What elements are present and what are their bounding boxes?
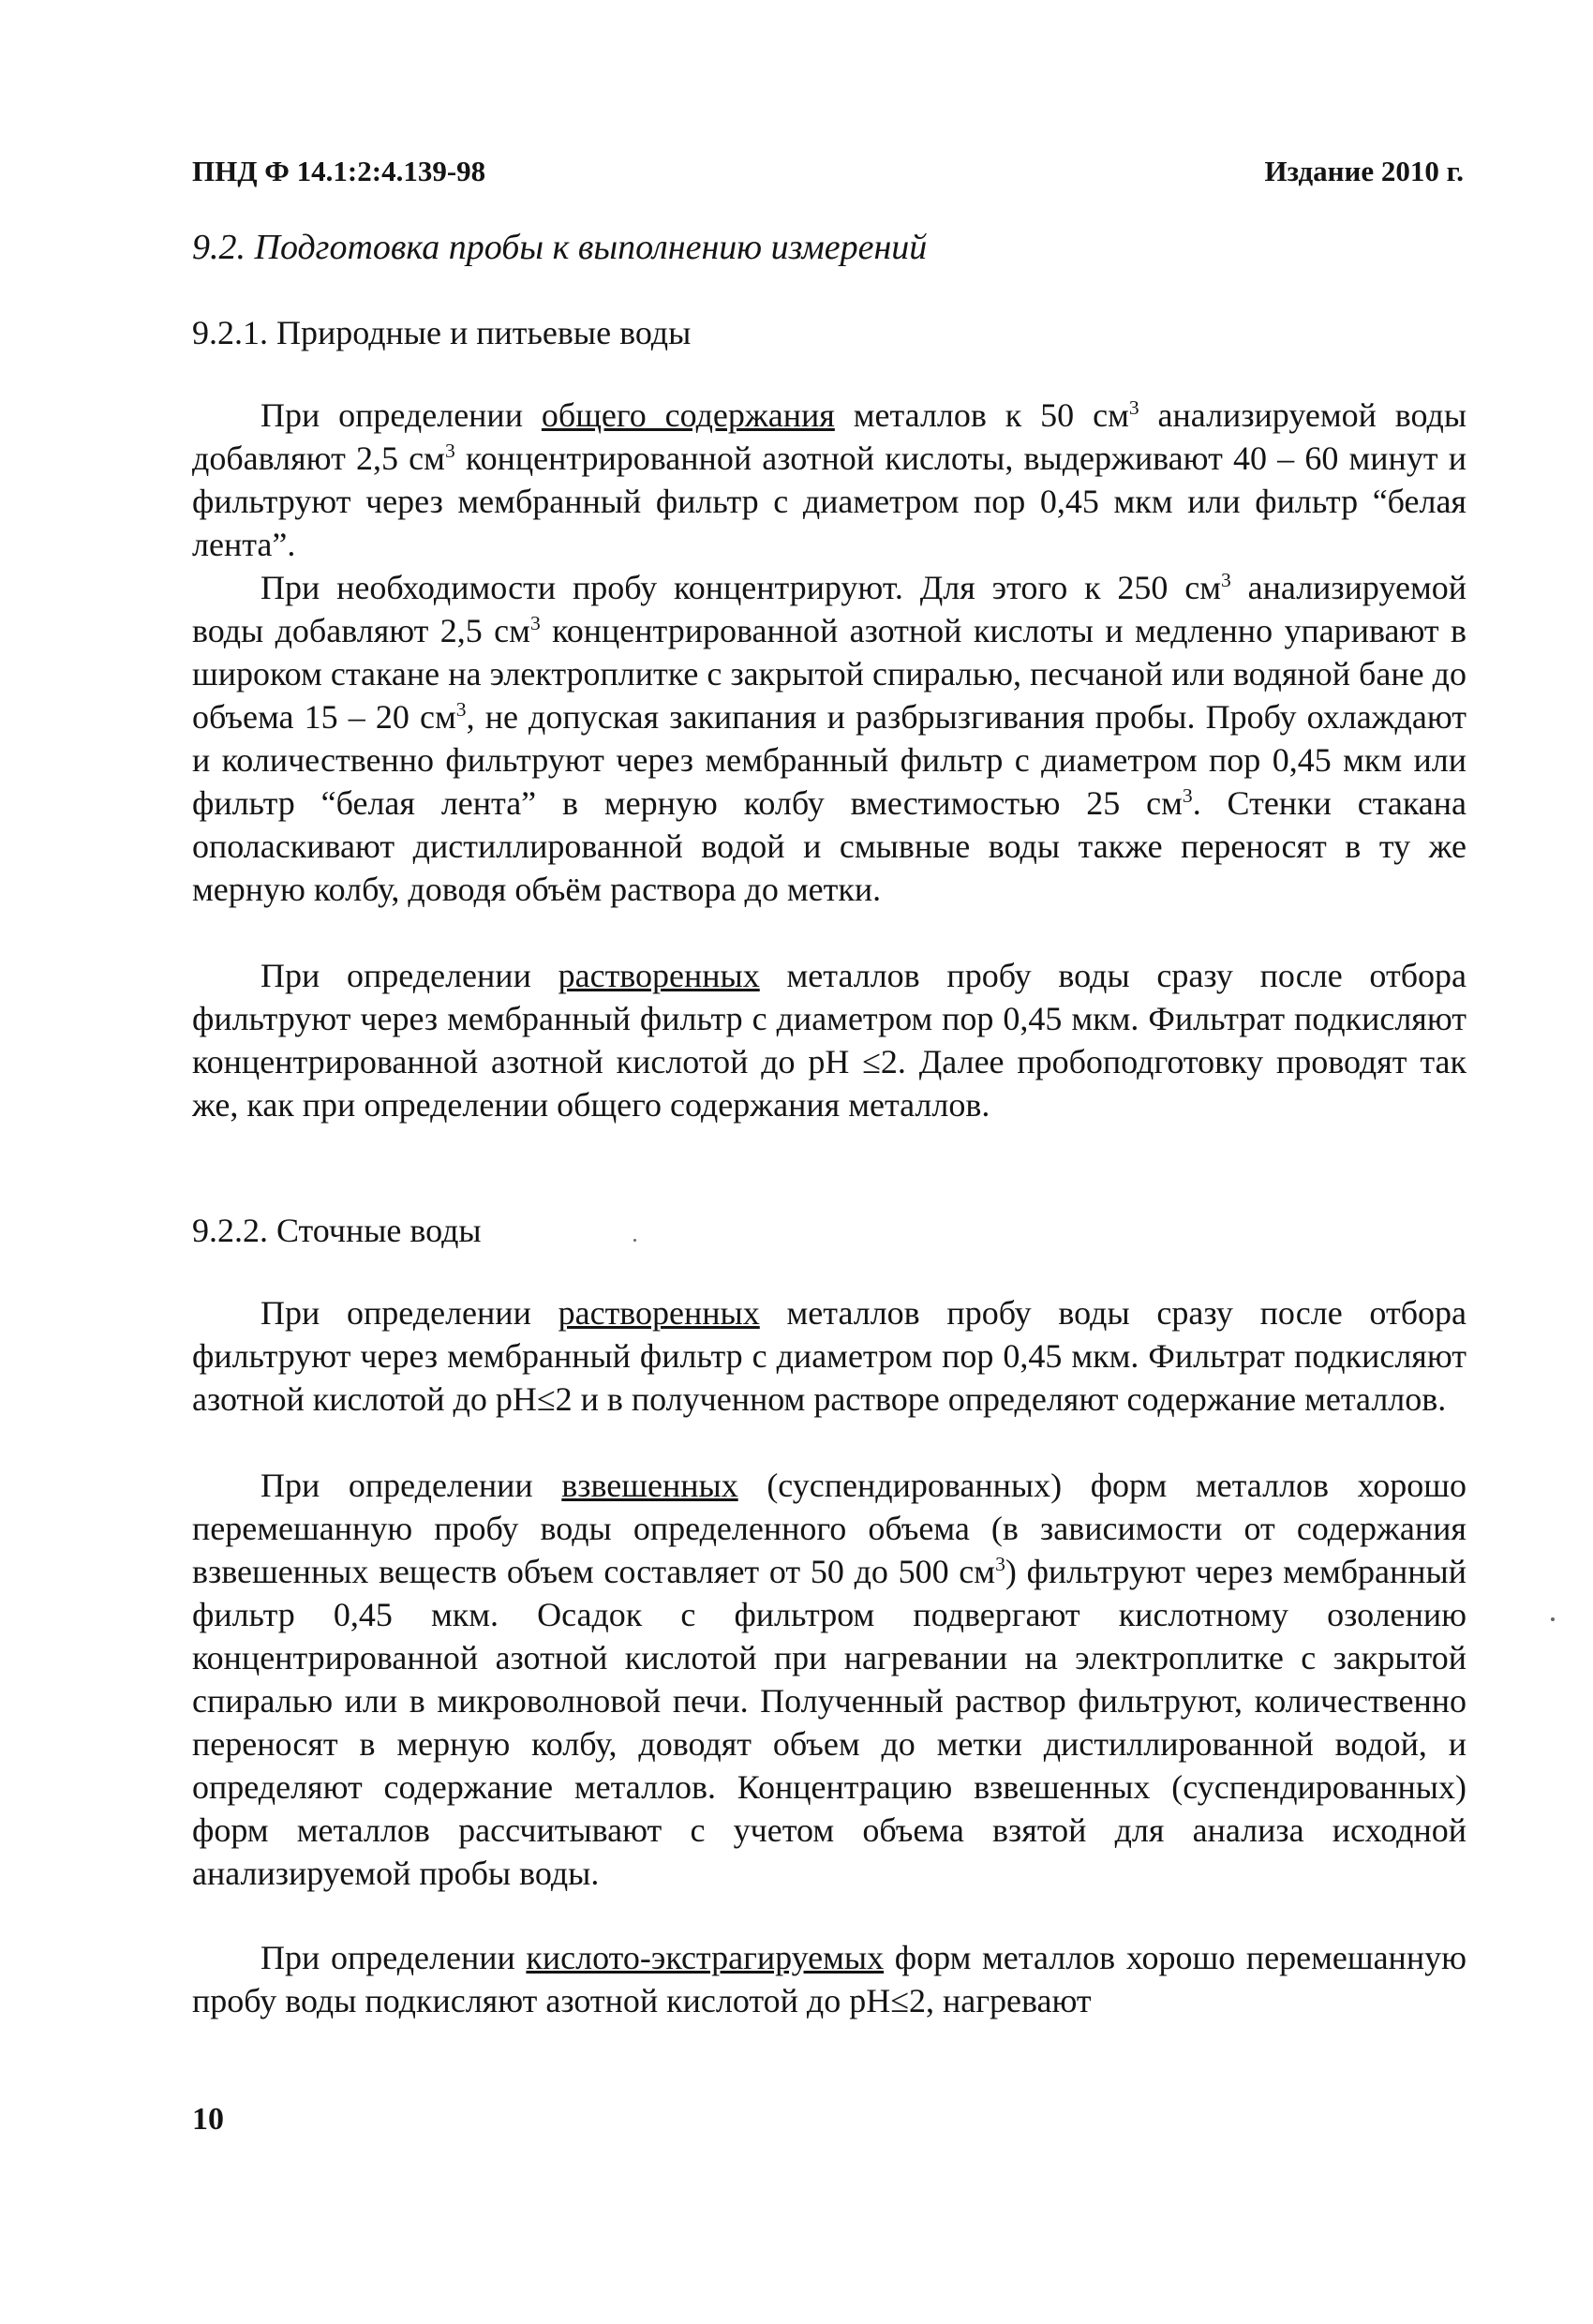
scan-speck — [1551, 1617, 1555, 1621]
underlined-term: растворенных — [558, 957, 760, 994]
scan-speck — [633, 1239, 636, 1242]
paragraph-suspended-metals: При определении взвешенных (суспендированных) форм металлов хорошо перемешанную пробу воды определенного объема (в зависимости от содержания взвешенных веществ объем составляет от 50 до 500 $см^3$) фильтруют через мембранный фильтр 0,45 мкм. Осадок с фильтром подвергают кислотному озолению концентрированной азотной кислотой при нагревании на электроплитке с закрытой спиралью или в микроволновой печи. Полученный раствор фильтруют, количественно переносят в мерную колбу, доводят объем до метки дистиллированной водой, и определяют содержание металлов. Концентрацию взвешенных (суспендированных) форм металлов рассчитывают с учетом объема взятой для анализа исходной анализируемой пробы воды. — [192, 1467, 1466, 1892]
subsection-heading-natural-water: 9.2.1. Природные и питьевые воды — [192, 314, 692, 351]
document-code: ПНД Ф 14.1:2:4.139-98 — [192, 155, 486, 187]
underlined-term: растворенных — [558, 1294, 760, 1332]
paragraph-acid-extractable: При определении кислото-экстрагируемых форм металлов хорошо перемешанную пробу воды подкисляют азотной кислотой до pH≤2, нагревают — [192, 1939, 1466, 2019]
underlined-term: кислото-экстрагируемых — [526, 1939, 885, 1976]
page-number: 10 — [192, 2102, 224, 2137]
section-title: 9.2. Подготовка пробы к выполнению измерений — [192, 228, 928, 267]
edition-label: Издание 2010 г. — [1264, 155, 1464, 187]
subsection-heading-waste-water: 9.2.2. Сточные воды — [192, 1212, 482, 1249]
paragraph-total-content: При определении общего содержания металлов к 50 $см^3$ анализируемой воды добавляют 2,5 $см^3$ концентрированной азотной кислоты, выдерживают 40 – 60 минут и фильтруют через мембранный фильтр с диаметром пор 0,45 мкм или фильтр “белая лента”. — [192, 396, 1467, 563]
underlined-term: общего содержания — [541, 396, 835, 434]
underlined-term: взвешенных — [561, 1467, 738, 1504]
paragraph-dissolved-metals-waste: При определении растворенных металлов пробу воды сразу после отбора фильтруют через мембранный фильтр с диаметром пор 0,45 мкм. Фильтрат подкисляют азотной кислотой до pH≤2 и в полученном растворе определяют содержание металлов. — [192, 1294, 1466, 1418]
paragraph-concentration: При необходимости пробу концентрируют. Для этого к 250 $см^3$ анализируемой воды добавляют 2,5 $см^3$ концентрированной азотной кислоты и медленно упаривают в широком стакане на электроплитке с закрытой спиралью, песчаной или водяной бане до объема 15 – 20 $см^3$, не допуская закипания и разбрызгивания пробы. Пробу охлаждают и количественно фильтруют через мембранный фильтр с диаметром пор 0,45 мкм или фильтр “белая лента” в мерную колбу вместимостью 25 $см^3$. Стенки стакана ополаскивают дистиллированной водой и смывные воды также переносят в ту же мерную колбу, доводя объём раствора до метки. — [192, 569, 1467, 908]
paragraph-dissolved-metals: При определении растворенных металлов пробу воды сразу после отбора фильтруют через мембранный фильтр с диаметром пор 0,45 мкм. Фильтрат подкисляют концентрированной азотной кислотой до pH ≤2. Далее пробоподготовку проводят так же, как при определении общего содержания металлов. — [192, 957, 1466, 1124]
